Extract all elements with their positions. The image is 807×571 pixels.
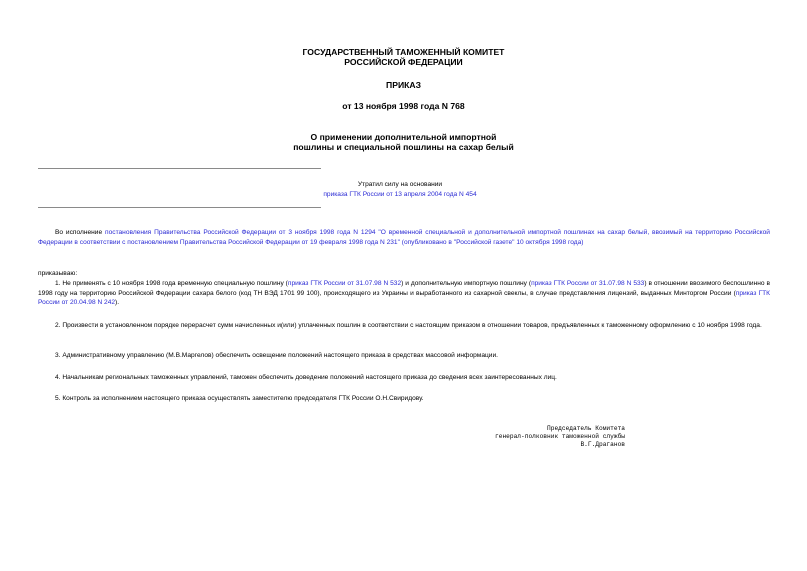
order-item-3: 3. Административному управлению (М.В.Маргелов) обеспечить освещение положений настоящего приказа в средствах массовой информации.: [55, 352, 498, 359]
repeal-link[interactable]: приказа ГТК России от 13 апреля 2004 года N 454: [323, 191, 477, 198]
signature-name: В.Г.Драганов: [580, 441, 625, 448]
signature-rank: генерал-полковник таможенной службы: [495, 433, 625, 440]
intro-resolution-link[interactable]: постановления Правительства Российской Федерации от 3 ноября 1998 года N 1294 "О временной специальной и дополнительной импортной пошлинах на сахар белый, ввозимый на территорию Российской Федерации в соответствии с постановлением Правительства Российской Федерации от 19 февраля 1998 года N 231" (опубликовано в "Российской газете" 10 октября 1998 года): [38, 229, 770, 246]
item1-text-a: 1. Не применять с 10 ноября 1998 года временную специальную пошлину (: [55, 280, 288, 287]
doc-type: ПРИКАЗ: [386, 80, 421, 90]
item1-link-532[interactable]: приказ ГТК России от 31.07.98 N 532: [287, 280, 402, 287]
order-item-4: 4. Начальникам региональных таможенных управлений, таможен обеспечить доведение положений настоящего приказа до сведения всех заинтересованных лиц.: [55, 374, 557, 381]
doc-title-line2: пошлины и специальной пошлины на сахар белый: [293, 142, 514, 152]
repeal-note: Утратил силу на основании: [357, 181, 443, 188]
org-name-line2: РОССИЙСКОЙ ФЕДЕРАЦИИ: [344, 57, 463, 67]
divider-bottom: [38, 207, 321, 208]
intro-prefix: Во исполнение: [55, 229, 106, 236]
item1-text-d: ).: [115, 299, 120, 307]
order-item-5: 5. Контроль за исполнением настоящего приказа осуществлять заместителю председателя ГТК России О.Н.Свиридову.: [55, 395, 424, 402]
org-name-line1: ГОСУДАРСТВЕННЫЙ ТАМОЖЕННЫЙ КОМИТЕТ: [302, 47, 505, 57]
item1-link-533[interactable]: приказ ГТК России от 31.07.98 N 533: [531, 280, 645, 287]
item1-text-b: ) и дополнительную импортную пошлину (: [401, 280, 532, 287]
order-item-1: [38, 279, 770, 308]
order-item-2: 2. Произвести в установленном порядке перерасчет сумм начисленных и(или) уплаченных пошлин в соответствии с настоящим приказом в отношении товаров, предъявленных к таможенному оформлению с 10 ноября 1998 года.: [55, 322, 762, 329]
intro-paragraph: [38, 228, 770, 247]
doc-date: от 13 ноября 1998 года N 768: [342, 101, 465, 111]
item1-text-c: ) в отношении ввозимого беспошлинно в 1998 году на территорию Российской Федерации сахара белого (код ТН ВЭД 1701 99 100), происходящего из Украины и выработанного из сахарной свеклы, в случае представления лицензий, выданных Минторгом России (: [38, 280, 770, 297]
doc-title-line1: О применении дополнительной импортной: [310, 132, 497, 142]
divider-top: [38, 168, 321, 169]
order-word: приказываю:: [38, 270, 78, 277]
item1-link-242[interactable]: приказ ГТК России от 20.04.98 N 242: [38, 289, 770, 307]
signature-position: Председатель Комитета: [547, 425, 625, 432]
